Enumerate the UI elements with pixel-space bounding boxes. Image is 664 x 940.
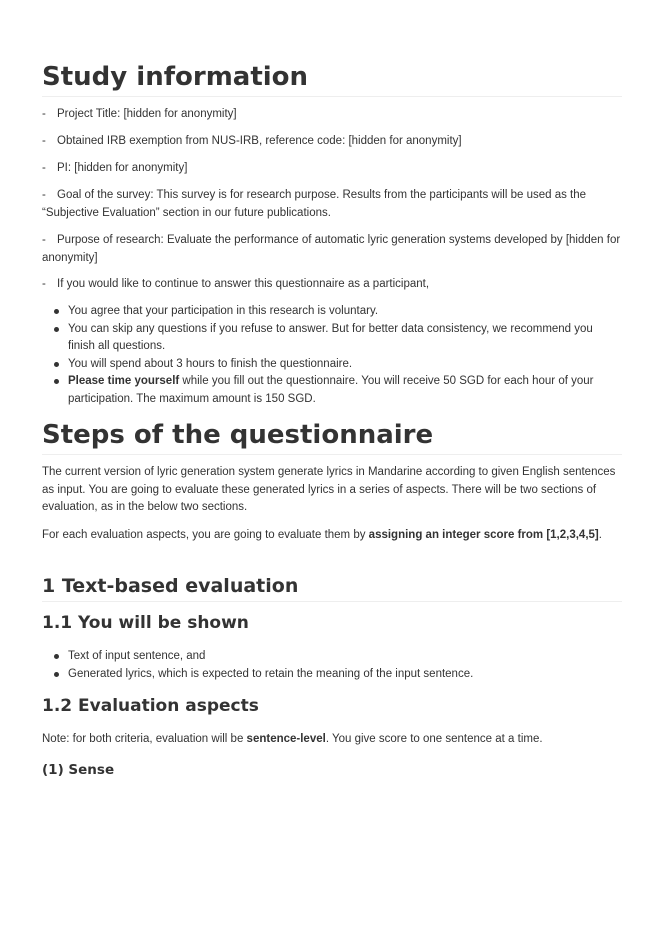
- scoring-instruction: For each evaluation aspects, you are going to evaluate them by assigning an integer score from [1,2,3,4,5].: [42, 529, 602, 541]
- list-item: Generated lyrics, which is expected to retain the meaning of the input sentence.: [42, 666, 622, 684]
- bullet-icon: [54, 327, 59, 332]
- list-item: You can skip any questions if you refuse to answer. But for better data consistency, we recommend you finish all questions.: [42, 321, 622, 356]
- list-item: Text of input sentence, and: [42, 648, 622, 666]
- goal-item: - Goal of the survey: This survey is for research purpose. Results from the participants will be used as the “Subjective Evaluation” section in our future publications.: [42, 189, 587, 219]
- steps-heading: Steps of the questionnaire: [42, 420, 622, 455]
- project-title-item: - Project Title: [hidden for anonymity]: [42, 108, 237, 120]
- you-will-be-shown-heading: 1.1 You will be shown: [42, 613, 249, 633]
- bullet-icon: [54, 362, 59, 367]
- text-based-evaluation-heading: 1 Text-based evaluation: [42, 574, 622, 602]
- pi-item: - PI: [hidden for anonymity]: [42, 162, 188, 174]
- list-item: Please time yourself while you fill out the questionnaire. You will receive 50 SGD for each hour of your participation. The maximum amount is 150 SGD.: [42, 373, 622, 408]
- participant-conditions-list: [42, 303, 622, 408]
- evaluation-aspects-heading: 1.2 Evaluation aspects: [42, 696, 259, 716]
- shown-items-list: [42, 648, 622, 683]
- purpose-item: - Purpose of research: Evaluate the performance of automatic lyric generation systems developed by [hidden for anonymity]: [42, 234, 621, 264]
- study-information-heading: Study information: [42, 62, 622, 97]
- bullet-icon: [54, 379, 59, 384]
- bullet-icon: [54, 672, 59, 677]
- criteria-note: Note: for both criteria, evaluation will be sentence-level. You give score to one sentence at a time.: [42, 733, 543, 745]
- irb-item: - Obtained IRB exemption from NUS-IRB, reference code: [hidden for anonymity]: [42, 135, 462, 147]
- steps-intro: The current version of lyric generation system generate lyrics in Mandarine according to given English sentences as input. You are going to evaluate these generated lyrics in a series of aspects. There will be two sections of evaluation, as in the below two sections.: [42, 466, 616, 513]
- sense-heading: (1) Sense: [42, 762, 115, 778]
- list-item: You agree that your participation in this research is voluntary.: [42, 303, 622, 321]
- bullet-icon: [54, 654, 59, 659]
- list-item: You will spend about 3 hours to finish the questionnaire.: [42, 356, 622, 374]
- continue-item: - If you would like to continue to answer this questionnaire as a participant,: [42, 278, 430, 290]
- bullet-icon: [54, 309, 59, 314]
